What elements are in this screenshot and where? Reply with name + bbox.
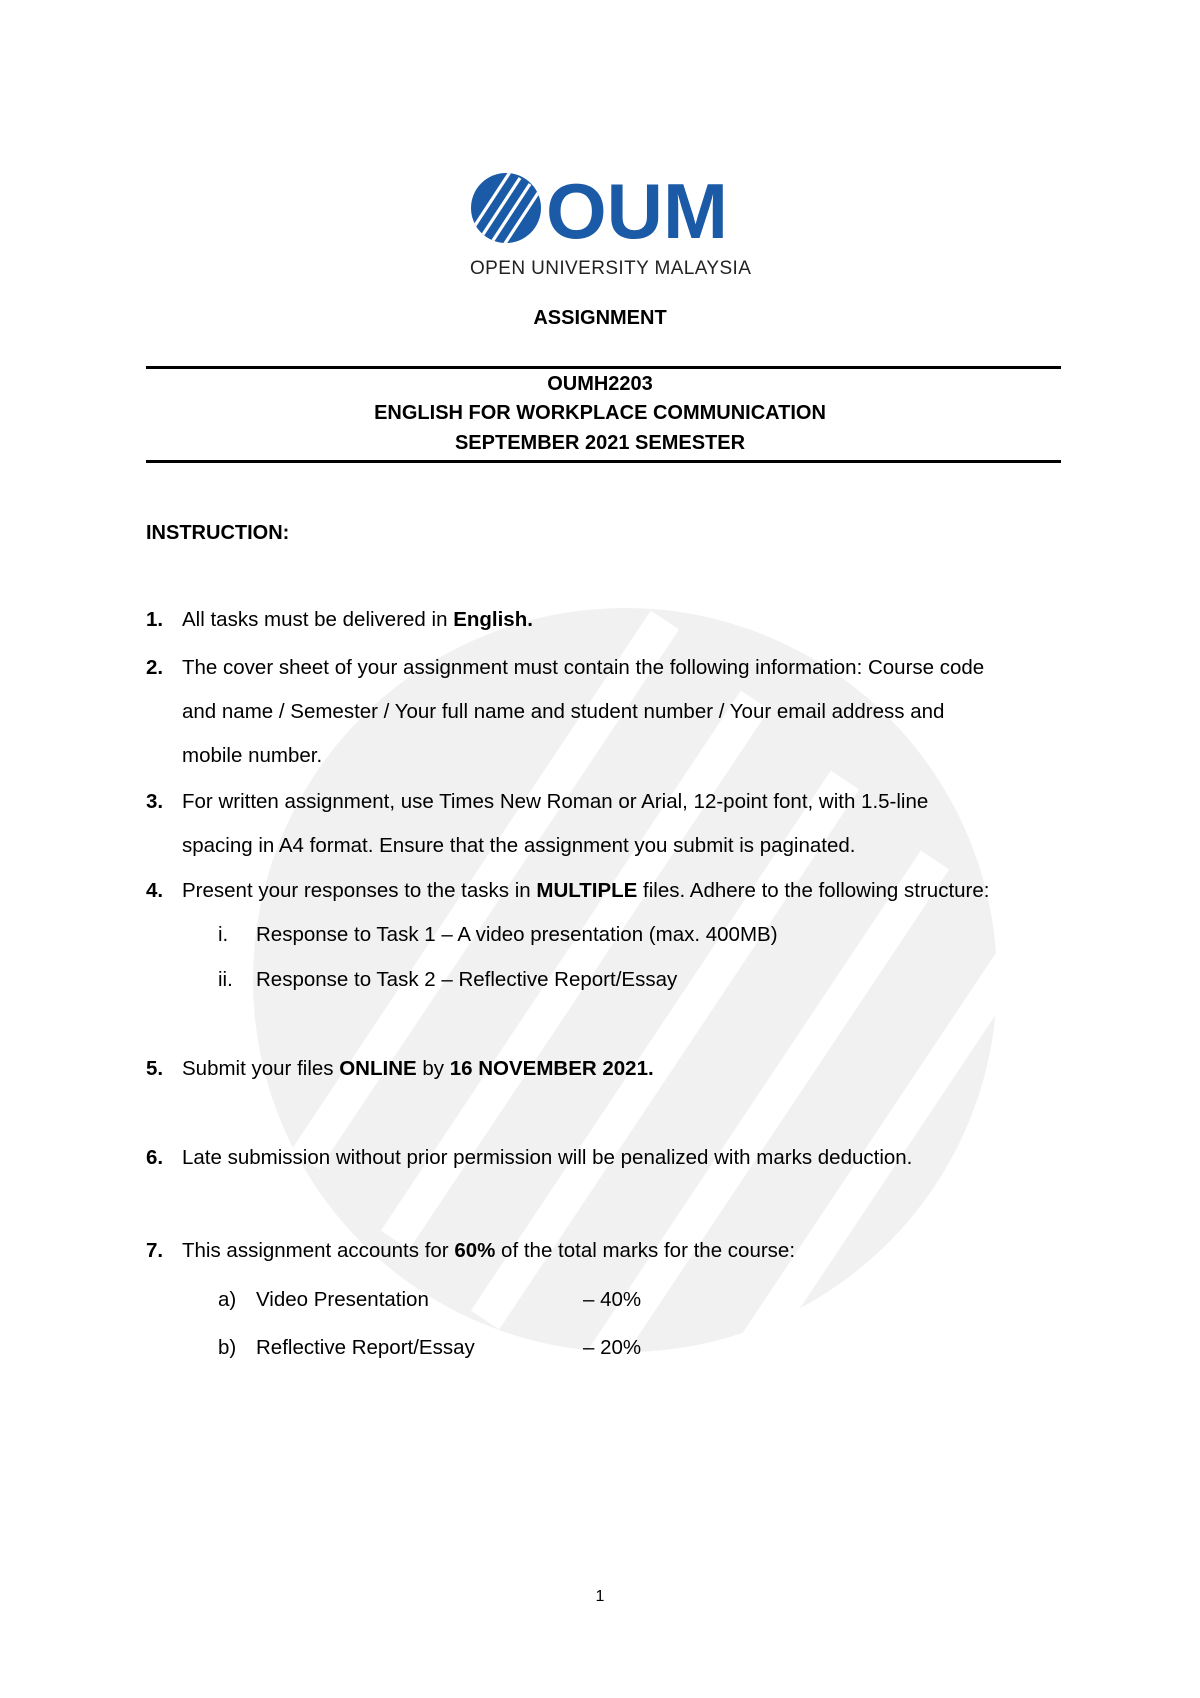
- instruction-heading: INSTRUCTION:: [146, 522, 290, 544]
- page-number: 1: [595, 1588, 605, 1605]
- sub-item-text: Response to Task 1 – A video presentation (max. 400MB): [256, 923, 778, 946]
- document-title: ASSIGNMENT: [533, 307, 667, 329]
- item-number: 3.: [146, 790, 164, 813]
- sub-item-percentage: – 20%: [583, 1336, 642, 1359]
- course-code: OUMH2203: [547, 373, 653, 395]
- item-text: Late submission without prior permission will be penalized with marks deduction.: [182, 1146, 913, 1169]
- sub-item-label: ii.: [218, 968, 233, 991]
- sub-item-text: Reflective Report/Essay: [256, 1336, 475, 1359]
- item-number: 1.: [146, 608, 164, 631]
- sub-item-text: Response to Task 2 – Reflective Report/Essay: [256, 968, 678, 991]
- item-text: Submit your files ONLINE by 16 NOVEMBER 2021.: [182, 1057, 654, 1080]
- sub-item-label: i.: [218, 923, 229, 946]
- sub-item-percentage: – 40%: [583, 1288, 642, 1311]
- sub-item-text: Video Presentation: [256, 1288, 429, 1311]
- item-number: 4.: [146, 879, 164, 902]
- item-number: 7.: [146, 1239, 164, 1262]
- sub-item-label: a): [218, 1288, 237, 1311]
- bottom-rule: [146, 460, 1061, 463]
- item-number: 6.: [146, 1146, 164, 1169]
- item-number: 5.: [146, 1057, 164, 1080]
- item-text: All tasks must be delivered in English.: [182, 608, 533, 631]
- item-text: The cover sheet of your assignment must contain the following information: Course code and name / Semester / Your full name and student number / Your email address and mobile number.: [182, 656, 985, 767]
- item-text: For written assignment, use Times New Roman or Arial, 12-point font, with 1.5-line spacing in A4 format. Ensure that the assignment you submit is paginated.: [182, 790, 929, 857]
- item-number: 2.: [146, 656, 164, 679]
- item-text: This assignment accounts for 60% of the total marks for the course:: [182, 1239, 796, 1262]
- top-rule: [146, 366, 1061, 369]
- logo-university-name: OPEN UNIVERSITY MALAYSIA: [470, 258, 752, 279]
- course-name: ENGLISH FOR WORKPLACE COMMUNICATION: [374, 402, 826, 424]
- semester: SEPTEMBER 2021 SEMESTER: [454, 432, 746, 454]
- logo-wordmark: OUM: [546, 172, 728, 255]
- item-text: Present your responses to the tasks in MULTIPLE files. Adhere to the following structure:: [182, 879, 990, 902]
- sub-item-label: b): [218, 1336, 237, 1359]
- oum-logo: [470, 172, 752, 282]
